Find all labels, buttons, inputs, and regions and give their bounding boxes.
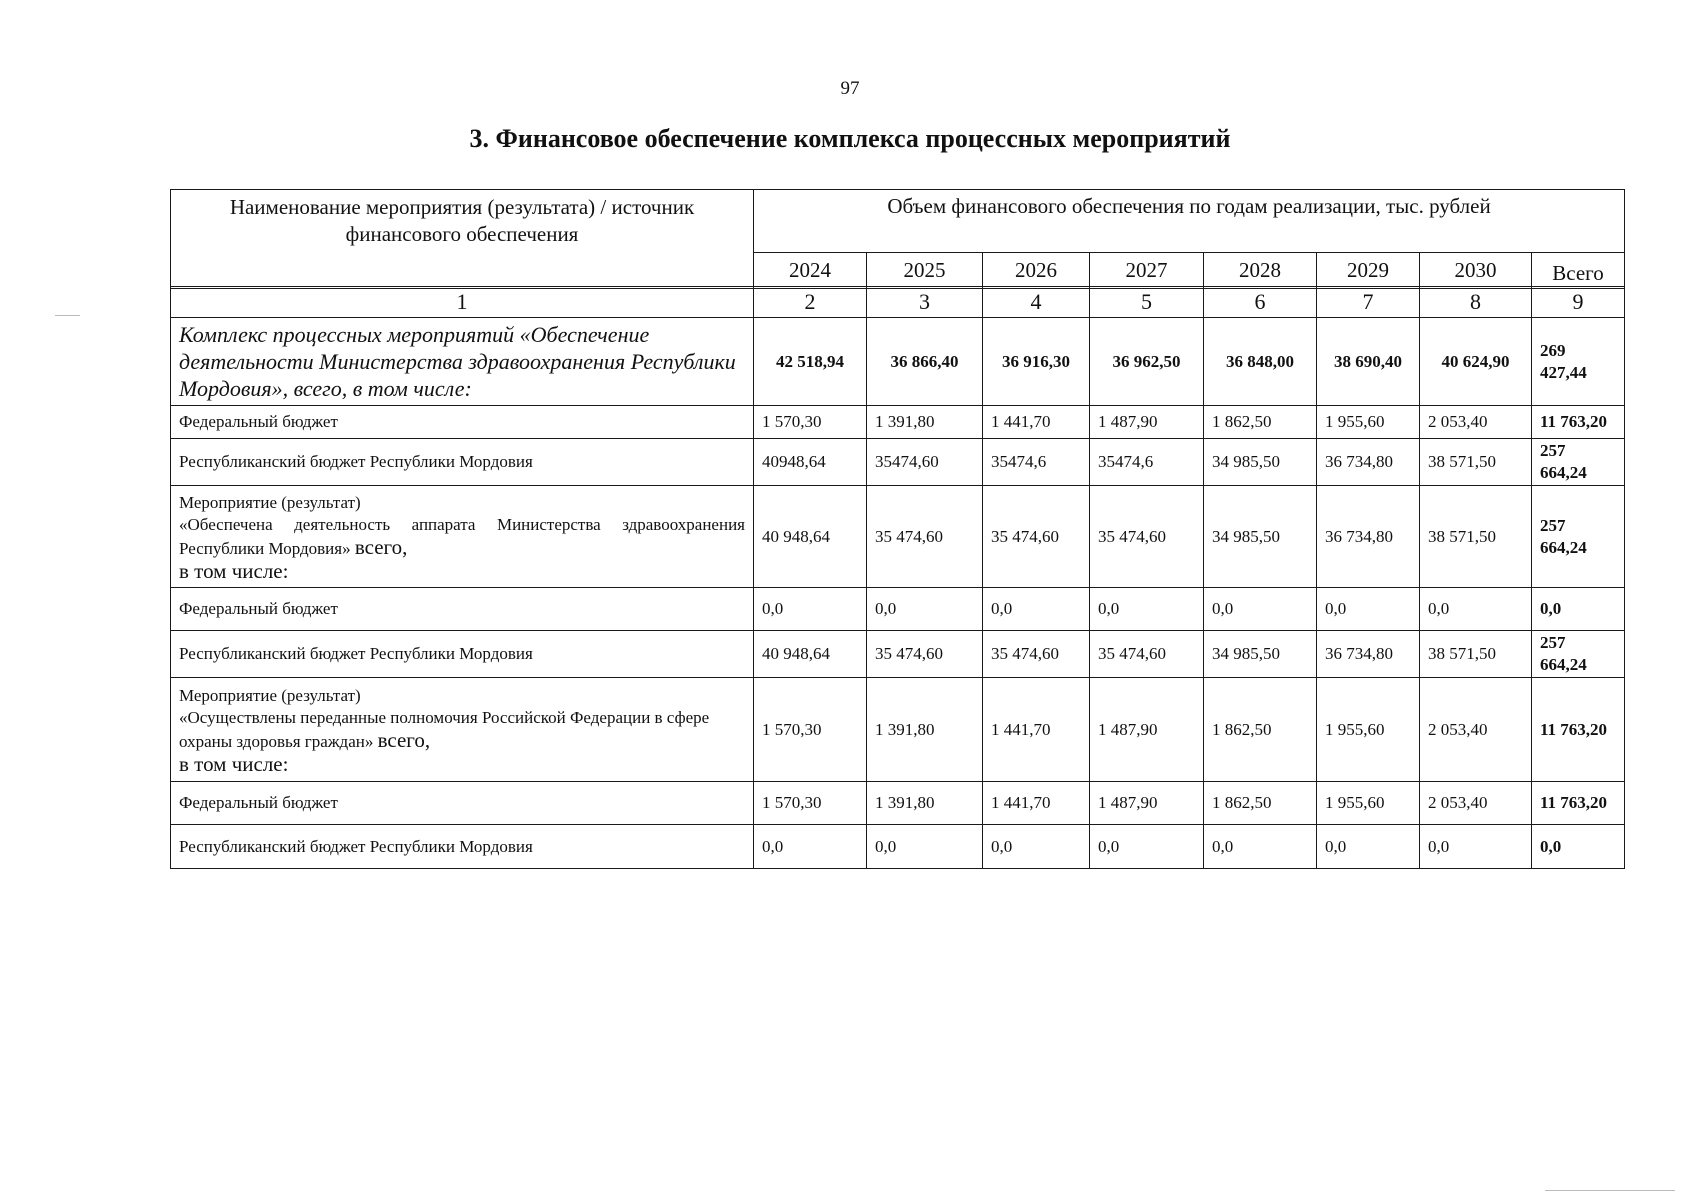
value-cell: 1 391,80 xyxy=(867,406,983,439)
row-label: Республиканский бюджет Республики Мордовия xyxy=(171,825,754,869)
row-label: Федеральный бюджет xyxy=(171,588,754,631)
scan-artifact xyxy=(55,315,80,316)
value-cell: 36 848,00 xyxy=(1204,318,1317,406)
value-cell: 0,0 xyxy=(1090,825,1204,869)
column-number: 7 xyxy=(1317,287,1420,318)
finance-table-header xyxy=(170,189,1625,289)
value-cell: 35474,6 xyxy=(983,439,1090,486)
value-cell: 36 734,80 xyxy=(1317,439,1420,486)
value-cell: 0,0 xyxy=(1420,825,1532,869)
page-number: 97 xyxy=(840,78,860,99)
value-cell: 1 487,90 xyxy=(1090,782,1204,825)
row-label xyxy=(171,486,754,588)
total-cell: 269 427,44 xyxy=(1532,318,1625,406)
column-number-row xyxy=(171,287,1625,318)
row-label-line: в том числе: xyxy=(179,558,289,583)
value-cell: 36 962,50 xyxy=(1090,318,1204,406)
value-cell: 0,0 xyxy=(1204,825,1317,869)
total-cell: 257 664,24 xyxy=(1532,631,1625,678)
value-cell: 0,0 xyxy=(754,588,867,631)
row-label: Федеральный бюджет xyxy=(171,406,754,439)
value-cell: 1 862,50 xyxy=(1204,782,1317,825)
table-row xyxy=(171,678,1625,782)
column-number: 6 xyxy=(1204,287,1317,318)
value-cell: 40 948,64 xyxy=(754,631,867,678)
value-cell: 0,0 xyxy=(867,588,983,631)
finance-table-body xyxy=(170,286,1625,869)
value-cell: 1 441,70 xyxy=(983,406,1090,439)
value-cell: 1 487,90 xyxy=(1090,678,1204,782)
header-total: Всего xyxy=(1532,252,1625,288)
value-cell: 36 916,30 xyxy=(983,318,1090,406)
total-cell: 257 664,24 xyxy=(1532,439,1625,486)
value-cell: 0,0 xyxy=(1317,825,1420,869)
value-cell: 0,0 xyxy=(983,588,1090,631)
column-number: 5 xyxy=(1090,287,1204,318)
header-year-2030: 2030 xyxy=(1420,252,1532,288)
value-cell: 2 053,40 xyxy=(1420,678,1532,782)
value-cell: 36 734,80 xyxy=(1317,631,1420,678)
row-label: Комплекс процессных мероприятий «Обеспечение деятельности Министерства здравоохранения Республики Мордовия», всего, в том числе: xyxy=(171,318,754,406)
row-label-line: Мероприятие (результат) xyxy=(179,492,361,512)
value-cell: 0,0 xyxy=(754,825,867,869)
value-cell: 34 985,50 xyxy=(1204,631,1317,678)
value-cell: 1 391,80 xyxy=(867,782,983,825)
value-cell: 1 441,70 xyxy=(983,782,1090,825)
table-row xyxy=(171,486,1625,588)
table-row xyxy=(171,782,1625,825)
value-cell: 2 053,40 xyxy=(1420,782,1532,825)
header-name-column: Наименование мероприятия (результата) / источник финансового обеспечения xyxy=(171,190,754,289)
value-cell: 38 690,40 xyxy=(1317,318,1420,406)
value-cell: 35 474,60 xyxy=(867,631,983,678)
table-row xyxy=(171,318,1625,406)
value-cell: 40948,64 xyxy=(754,439,867,486)
value-cell: 0,0 xyxy=(983,825,1090,869)
value-cell: 34 985,50 xyxy=(1204,439,1317,486)
row-label: Республиканский бюджет Республики Мордовия xyxy=(171,631,754,678)
value-cell: 1 570,30 xyxy=(754,678,867,782)
value-cell: 35 474,60 xyxy=(983,486,1090,588)
value-cell: 1 955,60 xyxy=(1317,678,1420,782)
header-volume-column: Объем финансового обеспечения по годам реализации, тыс. рублей xyxy=(754,190,1625,253)
value-cell: 38 571,50 xyxy=(1420,486,1532,588)
page-title-text: 3. Финансовое обеспечение комплекса процессных мероприятий xyxy=(469,124,1231,153)
header-year-2025: 2025 xyxy=(867,252,983,288)
value-cell: 1 862,50 xyxy=(1204,678,1317,782)
row-label-line xyxy=(179,514,745,560)
row-label-line xyxy=(179,707,745,753)
page-title xyxy=(0,124,1410,154)
scan-artifact xyxy=(1545,1190,1675,1191)
value-cell: 1 487,90 xyxy=(1090,406,1204,439)
row-label: Федеральный бюджет xyxy=(171,782,754,825)
header-year-2029: 2029 xyxy=(1317,252,1420,288)
header-year-2026: 2026 xyxy=(983,252,1090,288)
row-label-text: «Обеспечена деятельность аппарата Министерства здравоохранения Республики Мордовия» xyxy=(179,514,745,558)
total-cell: 11 763,20 xyxy=(1532,406,1625,439)
value-cell: 1 391,80 xyxy=(867,678,983,782)
value-cell: 42 518,94 xyxy=(754,318,867,406)
value-cell: 1 570,30 xyxy=(754,782,867,825)
row-label xyxy=(171,678,754,782)
table-row xyxy=(171,825,1625,869)
value-cell: 0,0 xyxy=(1204,588,1317,631)
value-cell: 1 862,50 xyxy=(1204,406,1317,439)
value-cell: 40 624,90 xyxy=(1420,318,1532,406)
value-cell: 35474,60 xyxy=(867,439,983,486)
value-cell: 34 985,50 xyxy=(1204,486,1317,588)
value-cell: 35 474,60 xyxy=(1090,486,1204,588)
value-cell: 1 441,70 xyxy=(983,678,1090,782)
column-number: 3 xyxy=(867,287,983,318)
value-cell: 36 866,40 xyxy=(867,318,983,406)
value-cell: 1 570,30 xyxy=(754,406,867,439)
total-cell: 0,0 xyxy=(1532,588,1625,631)
column-number: 1 xyxy=(171,287,754,318)
total-cell: 11 763,20 xyxy=(1532,782,1625,825)
value-cell: 0,0 xyxy=(1317,588,1420,631)
header-year-2024: 2024 xyxy=(754,252,867,288)
value-cell: 0,0 xyxy=(1090,588,1204,631)
column-number: 9 xyxy=(1532,287,1625,318)
column-number: 8 xyxy=(1420,287,1532,318)
value-cell: 0,0 xyxy=(1420,588,1532,631)
value-cell: 38 571,50 xyxy=(1420,631,1532,678)
value-cell: 35 474,60 xyxy=(983,631,1090,678)
value-cell: 36 734,80 xyxy=(1317,486,1420,588)
header-year-2027: 2027 xyxy=(1090,252,1204,288)
value-cell: 35474,6 xyxy=(1090,439,1204,486)
header-year-2028: 2028 xyxy=(1204,252,1317,288)
value-cell: 35 474,60 xyxy=(1090,631,1204,678)
value-cell: 38 571,50 xyxy=(1420,439,1532,486)
row-label-text: «Осуществлены переданные полномочия Российской Федерации в сфере охраны здоровья граждан» xyxy=(179,707,710,751)
value-cell: 35 474,60 xyxy=(867,486,983,588)
column-number: 2 xyxy=(754,287,867,318)
value-cell: 40 948,64 xyxy=(754,486,867,588)
total-cell: 257 664,24 xyxy=(1532,486,1625,588)
row-label-line: в том числе: xyxy=(179,751,289,776)
table-row xyxy=(171,439,1625,486)
table-row xyxy=(171,406,1625,439)
value-cell: 2 053,40 xyxy=(1420,406,1532,439)
table-row xyxy=(171,631,1625,678)
column-number: 4 xyxy=(983,287,1090,318)
value-cell: 1 955,60 xyxy=(1317,782,1420,825)
row-label: Республиканский бюджет Республики Мордовия xyxy=(171,439,754,486)
value-cell: 0,0 xyxy=(867,825,983,869)
total-cell: 11 763,20 xyxy=(1532,678,1625,782)
row-label-tail: всего, xyxy=(354,534,408,559)
table-row xyxy=(171,588,1625,631)
total-cell: 0,0 xyxy=(1532,825,1625,869)
row-label-tail: всего, xyxy=(377,727,431,752)
value-cell: 1 955,60 xyxy=(1317,406,1420,439)
row-label-line: Мероприятие (результат) xyxy=(179,685,361,705)
